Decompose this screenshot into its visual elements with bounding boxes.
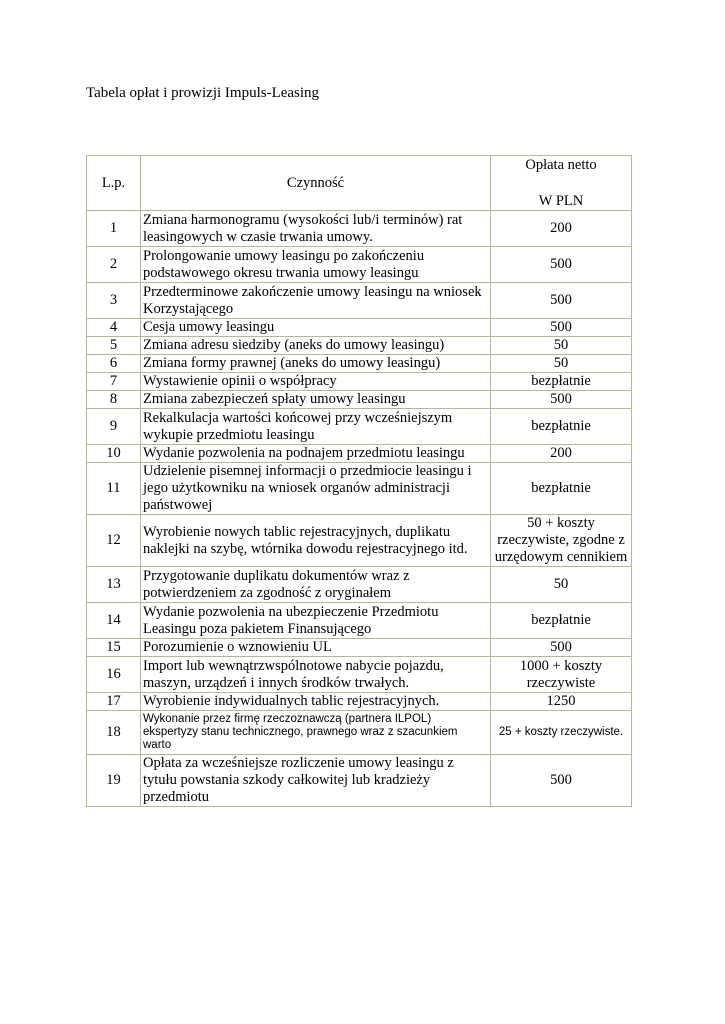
row-number: 5 bbox=[87, 337, 141, 355]
header-fee bbox=[491, 156, 632, 211]
table-row bbox=[87, 515, 632, 567]
table-row bbox=[87, 463, 632, 515]
row-number: 18 bbox=[87, 711, 141, 755]
row-fee: 1000 + koszty rzeczywiste bbox=[491, 657, 632, 693]
table-row bbox=[87, 657, 632, 693]
table-row bbox=[87, 319, 632, 337]
table-row bbox=[87, 283, 632, 319]
row-number: 9 bbox=[87, 409, 141, 445]
row-activity: Wyrobienie nowych tablic rejestracyjnych, duplikatu naklejki na szybę, wtórnika dowodu rejestracyjnego itd. bbox=[141, 515, 491, 567]
row-number: 13 bbox=[87, 567, 141, 603]
row-fee: 500 bbox=[491, 283, 632, 319]
table-row bbox=[87, 247, 632, 283]
row-fee: 500 bbox=[491, 391, 632, 409]
table-header-row bbox=[87, 156, 632, 211]
row-fee: bezpłatnie bbox=[491, 603, 632, 639]
fee-table bbox=[86, 155, 632, 807]
row-number: 15 bbox=[87, 639, 141, 657]
document-title: Tabela opłat i prowizji Impuls-Leasing bbox=[86, 85, 320, 101]
table-row bbox=[87, 211, 632, 247]
row-activity: Wykonanie przez firmę rzeczoznawczą (partnera ILPOL) ekspertyzy stanu technicznego, prawnego wraz z szacunkiem warto bbox=[141, 711, 491, 755]
row-fee: 500 bbox=[491, 639, 632, 657]
header-fee-unit: W PLN bbox=[538, 193, 584, 209]
table-row bbox=[87, 693, 632, 711]
table-row bbox=[87, 755, 632, 807]
row-activity: Zmiana adresu siedziby (aneks do umowy leasingu) bbox=[141, 337, 491, 355]
row-activity: Wydanie pozwolenia na podnajem przedmiotu leasingu bbox=[141, 445, 491, 463]
row-number: 19 bbox=[87, 755, 141, 807]
table-row bbox=[87, 409, 632, 445]
row-number: 4 bbox=[87, 319, 141, 337]
row-activity: Wystawienie opinii o współpracy bbox=[141, 373, 491, 391]
row-number: 7 bbox=[87, 373, 141, 391]
row-activity: Udzielenie pisemnej informacji o przedmiocie leasingu i jego użytkowniku na wniosek organów administracji państwowej bbox=[141, 463, 491, 515]
row-fee: 500 bbox=[491, 247, 632, 283]
row-fee: 25 + koszty rzeczywiste. bbox=[491, 711, 632, 755]
row-fee: 50 + koszty rzeczywiste, zgodne z urzędowym cennikiem bbox=[491, 515, 632, 567]
table-row bbox=[87, 639, 632, 657]
row-number: 10 bbox=[87, 445, 141, 463]
row-number: 16 bbox=[87, 657, 141, 693]
row-fee: bezpłatnie bbox=[491, 409, 632, 445]
table-row bbox=[87, 373, 632, 391]
row-activity: Prolongowanie umowy leasingu po zakończeniu podstawowego okresu trwania umowy leasingu bbox=[141, 247, 491, 283]
table-row bbox=[87, 445, 632, 463]
table-row bbox=[87, 603, 632, 639]
table-row bbox=[87, 567, 632, 603]
row-activity: Wydanie pozwolenia na ubezpieczenie Przedmiotu Leasingu poza pakietem Finansującego bbox=[141, 603, 491, 639]
header-lp: L.p. bbox=[87, 156, 141, 211]
row-fee: bezpłatnie bbox=[491, 463, 632, 515]
table-row bbox=[87, 337, 632, 355]
row-activity: Porozumienie o wznowieniu UL bbox=[141, 639, 491, 657]
row-activity: Przedterminowe zakończenie umowy leasingu na wniosek Korzystającego bbox=[141, 283, 491, 319]
row-fee: bezpłatnie bbox=[491, 373, 632, 391]
row-number: 6 bbox=[87, 355, 141, 373]
row-number: 14 bbox=[87, 603, 141, 639]
row-number: 8 bbox=[87, 391, 141, 409]
row-number: 17 bbox=[87, 693, 141, 711]
header-activity: Czynność bbox=[141, 156, 491, 211]
row-number: 12 bbox=[87, 515, 141, 567]
row-activity: Import lub wewnątrzwspólnotowe nabycie pojazdu, maszyn, urządzeń i innych środków trwałych. bbox=[141, 657, 491, 693]
row-fee: 500 bbox=[491, 755, 632, 807]
row-fee: 50 bbox=[491, 355, 632, 373]
row-activity: Zmiana harmonogramu (wysokości lub/i terminów) rat leasingowych w czasie trwania umowy. bbox=[141, 211, 491, 247]
row-activity: Opłata za wcześniejsze rozliczenie umowy leasingu z tytułu powstania szkody całkowitej lub kradzieży przedmiotu bbox=[141, 755, 491, 807]
row-activity: Rekalkulacja wartości końcowej przy wcześniejszym wykupie przedmiotu leasingu bbox=[141, 409, 491, 445]
row-activity: Zmiana zabezpieczeń spłaty umowy leasingu bbox=[141, 391, 491, 409]
table-row bbox=[87, 355, 632, 373]
row-number: 3 bbox=[87, 283, 141, 319]
table-row bbox=[87, 711, 632, 755]
row-fee: 50 bbox=[491, 567, 632, 603]
header-fee-label: Opłata netto bbox=[525, 157, 597, 173]
row-fee: 1250 bbox=[491, 693, 632, 711]
row-fee: 200 bbox=[491, 445, 632, 463]
row-activity: Przygotowanie duplikatu dokumentów wraz z potwierdzeniem za zgodność z oryginałem bbox=[141, 567, 491, 603]
row-activity: Wyrobienie indywidualnych tablic rejestracyjnych. bbox=[141, 693, 491, 711]
row-number: 11 bbox=[87, 463, 141, 515]
row-fee: 500 bbox=[491, 319, 632, 337]
row-activity: Cesja umowy leasingu bbox=[141, 319, 491, 337]
table-row bbox=[87, 391, 632, 409]
row-fee: 200 bbox=[491, 211, 632, 247]
row-number: 2 bbox=[87, 247, 141, 283]
row-number: 1 bbox=[87, 211, 141, 247]
row-fee: 50 bbox=[491, 337, 632, 355]
row-activity: Zmiana formy prawnej (aneks do umowy leasingu) bbox=[141, 355, 491, 373]
